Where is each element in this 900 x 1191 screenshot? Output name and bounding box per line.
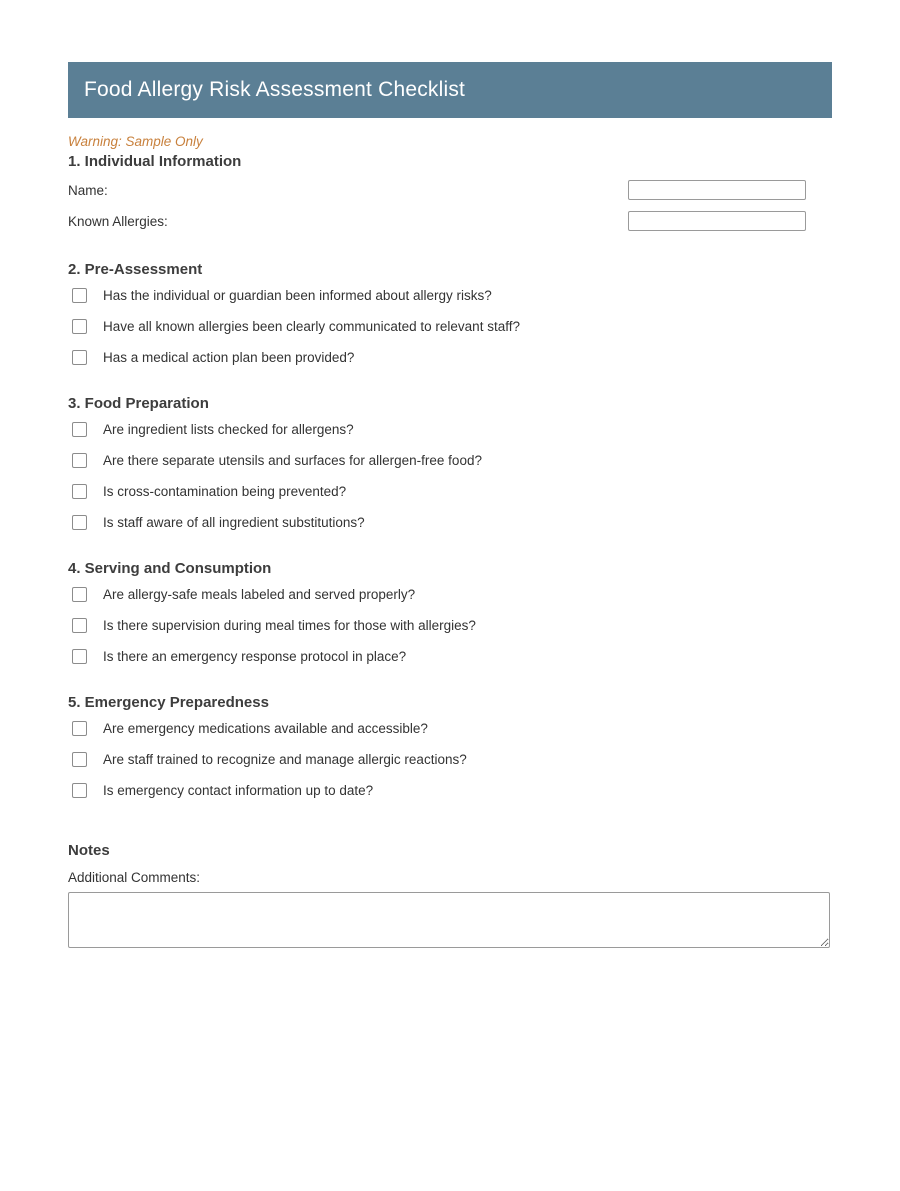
- checkbox-icon[interactable]: [72, 350, 87, 365]
- checklist-item[interactable]: [68, 453, 832, 468]
- checklist-item[interactable]: [68, 587, 832, 602]
- checkbox-icon[interactable]: [72, 515, 87, 530]
- checkbox-icon[interactable]: [72, 484, 87, 499]
- page-title: Food Allergy Risk Assessment Checklist: [84, 78, 466, 101]
- checklist-item-label: Are allergy-safe meals labeled and served properly?: [103, 587, 416, 602]
- page-bottom-spacer: [68, 948, 832, 1048]
- checklist-item[interactable]: [68, 752, 832, 767]
- section-heading-emergency-preparedness: 5. Emergency Preparedness: [68, 694, 269, 711]
- checkbox-icon[interactable]: [72, 783, 87, 798]
- section-heading-pre-assessment: 2. Pre-Assessment: [68, 261, 203, 278]
- checklist-item[interactable]: [68, 484, 832, 499]
- checklist-item[interactable]: [68, 422, 832, 437]
- checkbox-icon[interactable]: [72, 618, 87, 633]
- field-row-name: [68, 180, 832, 200]
- checklist-item-label: Are staff trained to recognize and manage allergic reactions?: [103, 752, 467, 767]
- additional-comments-textarea[interactable]: [68, 892, 830, 948]
- page-header: [68, 62, 832, 118]
- notes-heading: Notes: [68, 842, 110, 859]
- checklist-item[interactable]: [68, 618, 832, 633]
- checkbox-icon[interactable]: [72, 587, 87, 602]
- checkbox-icon[interactable]: [72, 319, 87, 334]
- checklist-item-label: Are emergency medications available and accessible?: [103, 721, 428, 736]
- checklist-item-label: Is there an emergency response protocol in place?: [103, 649, 407, 664]
- checklist-item[interactable]: [68, 783, 832, 798]
- checklist-item-label: Is there supervision during meal times for those with allergies?: [103, 618, 476, 633]
- checklist-item[interactable]: [68, 350, 832, 365]
- checklist-item-label: Has a medical action plan been provided?: [103, 350, 355, 365]
- field-row-known-allergies: [68, 211, 832, 231]
- checklist-item-label: Is staff aware of all ingredient substitutions?: [103, 515, 365, 530]
- name-input[interactable]: [628, 180, 806, 200]
- section-heading-individual-information: 1. Individual Information: [68, 153, 242, 170]
- sample-warning: Warning: Sample Only: [68, 134, 203, 149]
- checklist-item-label: Is cross-contamination being prevented?: [103, 484, 347, 499]
- known-allergies-label: Known Allergies:: [68, 213, 168, 229]
- checkbox-icon[interactable]: [72, 721, 87, 736]
- checkbox-icon[interactable]: [72, 752, 87, 767]
- checklist-item-label: Has the individual or guardian been informed about allergy risks?: [103, 288, 492, 303]
- known-allergies-input[interactable]: [628, 211, 806, 231]
- section-heading-food-preparation: 3. Food Preparation: [68, 395, 209, 412]
- section-heading-serving-and-consumption: 4. Serving and Consumption: [68, 560, 272, 577]
- checkbox-icon[interactable]: [72, 422, 87, 437]
- name-label: Name:: [68, 182, 108, 198]
- checklist-item-label: Are there separate utensils and surfaces for allergen-free food?: [103, 453, 482, 468]
- checklist-item-label: Is emergency contact information up to date?: [103, 783, 374, 798]
- additional-comments-label: Additional Comments:: [68, 870, 201, 885]
- checklist-item[interactable]: [68, 515, 832, 530]
- checklist-item[interactable]: [68, 288, 832, 303]
- checklist-item[interactable]: [68, 649, 832, 664]
- checklist-item-label: Have all known allergies been clearly communicated to relevant staff?: [103, 319, 520, 334]
- checkbox-icon[interactable]: [72, 453, 87, 468]
- checkbox-icon[interactable]: [72, 649, 87, 664]
- checklist-item[interactable]: [68, 319, 832, 334]
- checklist-item-label: Are ingredient lists checked for allergens?: [103, 422, 354, 437]
- checkbox-icon[interactable]: [72, 288, 87, 303]
- checklist-item[interactable]: [68, 721, 832, 736]
